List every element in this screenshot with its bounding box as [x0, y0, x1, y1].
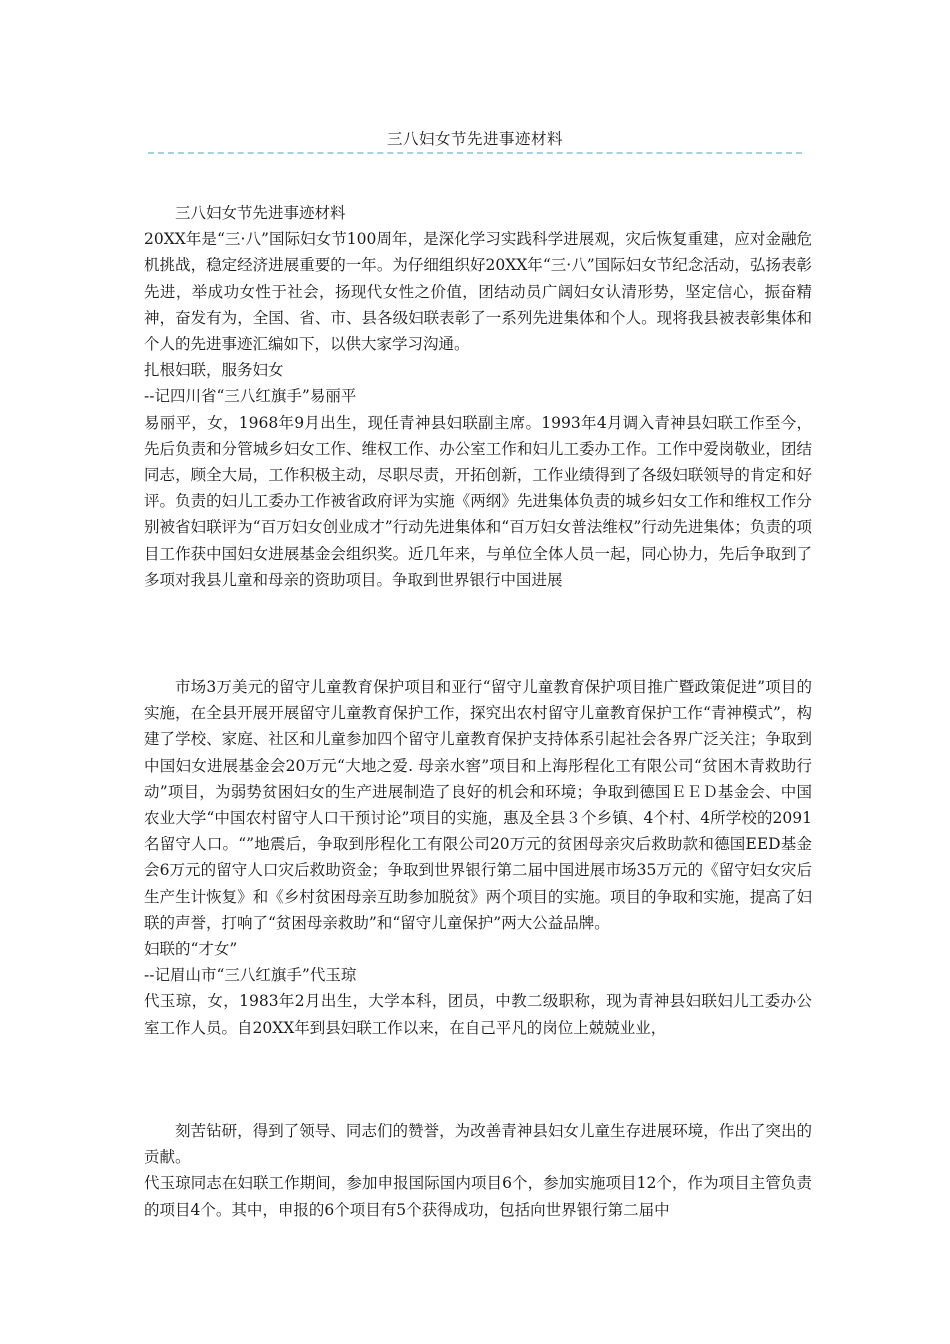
- subsection-title: 扎根妇联，服务妇女: [144, 361, 284, 380]
- continued-paragraph: 市场3万美元的留守儿童教育保护项目和亚行“留守儿童教育保护项目推广暨政策促进”项目的实施，在全县开展开展留守儿童教育保护工作，探究出农村留守儿童教育保护工作“青神模式”，构建了学校、家庭、社区和儿童参加四个留守儿童教育保护支持体系引起社会各界广泛关注；争取到中国妇女进展基金会20万元“大地之爱. 母亲水窖”项目和上海彤程化工有限公司“贫困木青救助行动”项目，为弱势贫困妇女的生产进展制造了良好的机会和环境；争取到德国ＥＥＤ基金会、中国农业大学“中国农村留守人口干预讨论”项目的实施，惠及全县３个乡镇、4个村、4所学校的2091名留守人口。“”地震后，争取到彤程化工有限公司20万元的贫困母亲灾后救助款和德国EED基金会6万元的留守人口灾后救助资金；争取到世界银行第二届中国进展市场35万元的《留守妇女灾后生产生计恢复》和《乡村贫困母亲互助参加脱贫》两个项目的实施。项目的争取和实施，提高了妇联的声誉，打响了“贫困母亲救助”和“留守儿童保护”两大公益品牌。: [144, 678, 812, 932]
- body-paragraph: 代玉琼，女，1983年2月出生，大学本科，团员，中教二级职称，现为青神县妇联妇儿工委办公室工作人员。自20XX年到县妇联工作以来，在自己平凡的岗位上兢兢业业，: [144, 992, 812, 1037]
- document-title: 三八妇女节先进事迹材料: [386, 130, 563, 148]
- subsection-byline: --记眉山市“三八红旗手”代玉琼: [144, 966, 357, 985]
- body-paragraph: 易丽平，女，1968年9月出生，现任青神县妇联副主席。1993年4月调入青神县妇联工作至今，先后负责和分管城乡妇女工作、维权工作、办公室工作和妇儿工委办工作。工作中爱岗敬业，团结同志，顾全大局，工作积极主动，尽职尽责，开拓创新，工作业绩得到了各级妇联领导的肯定和好评。负责的妇儿工委办工作被省政府评为实施《两纲》先进集体负责的城乡妇女工作和维权工作分别被省妇联评为“百万妇女创业成才”行动先进集体和“百万妇女普法维权”行动先进集体；负责的项目工作获中国妇女进展基金会组织奖。近几年来，与单位全体人员一起，同心协力，先后争取到了多项对我县儿童和母亲的资助项目。争取到世界银行中国进展: [144, 413, 812, 589]
- section-3: [144, 1118, 812, 1223]
- subsection-byline: --记四川省“三八红旗手”易丽平: [144, 387, 357, 406]
- section-1: [144, 200, 812, 593]
- title-divider: [148, 152, 802, 154]
- section-2: [144, 674, 812, 1041]
- section-heading: 三八妇女节先进事迹材料: [175, 204, 346, 222]
- intro-paragraph: 20XX年是“三·八”国际妇女节100周年，是深化学习实践科学进展观，灾后恢复重建，应对金融危机挑战，稳定经济进展重要的一年。为仔细组织好20XX年“三·八”国际妇女节纪念活动，弘扬表彰先进，举成功女性于社会，扬现代女性之价值，团结动员广阔妇女认清形势，坚定信心，振奋精神，奋发有为，全国、省、市、县各级妇联表彰了一系列先进集体和个人。现将我县被表彰集体和个人的先进事迹汇编如下，以供大家学习沟通。: [144, 230, 812, 354]
- continued-paragraph: 刻苦钻研，得到了领导、同志们的赞誉，为改善青神县妇女儿童生存进展环境，作出了突出的贡献。: [144, 1122, 812, 1167]
- body-paragraph: 代玉琼同志在妇联工作期间，参加申报国际国内项目6个，参加实施项目12个，作为项目主管负责的项目4个。其中，申报的6个项目有5个获得成功，包括向世界银行第二届中: [144, 1174, 812, 1219]
- subsection-title: 妇联的“才女”: [144, 940, 238, 959]
